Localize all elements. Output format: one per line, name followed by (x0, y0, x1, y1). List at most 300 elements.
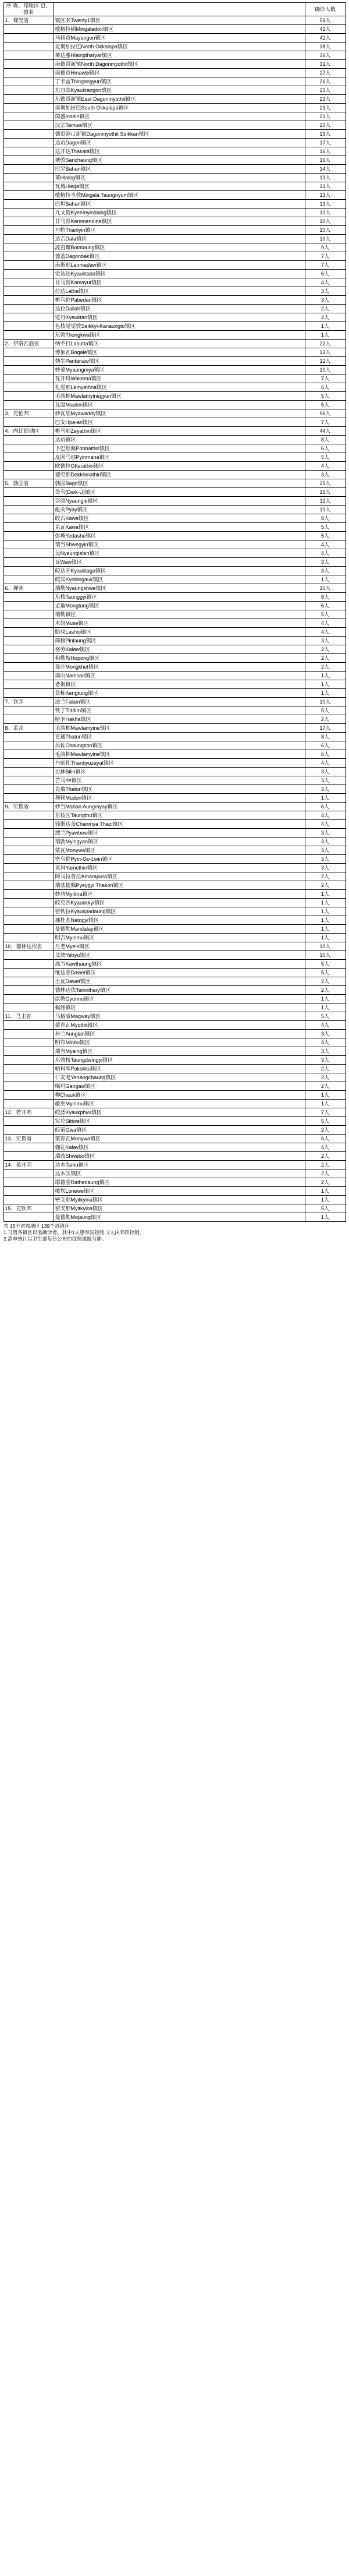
row-category (3, 497, 54, 506)
row-count: 2人 (305, 1178, 346, 1187)
row-township: 哈卡Hakha镇区 (54, 715, 305, 724)
row-township: 敏坎Lonewe镇区 (54, 1187, 305, 1196)
table-row (3, 139, 346, 147)
row-township: 莱达雅Hlaingtharyar镇区 (54, 51, 305, 60)
row-category (3, 960, 54, 969)
row-township: 伽礼Kalay镇区 (54, 1143, 305, 1152)
row-count: 2人 (305, 654, 346, 663)
row-township: 东枝Taunggyi镇区 (54, 593, 305, 602)
row-township: 噶玛Gangaw镇区 (54, 1082, 305, 1091)
row-category (3, 444, 54, 453)
table-row (3, 698, 346, 706)
row-count: 23人 (305, 104, 346, 112)
table-row (3, 340, 346, 348)
row-township: 耶德堂Rathedaung镇区 (54, 1178, 305, 1187)
row-category (3, 174, 54, 182)
row-township: 直通Thaton镇区 (54, 733, 305, 741)
table-row (3, 497, 346, 506)
table-row (3, 811, 346, 820)
row-township: 九文街Kyeemyindaing镇区 (54, 209, 305, 217)
table-row (3, 768, 346, 776)
row-category (3, 977, 54, 986)
row-township: 东敦枝Taungdwingyi镇区 (54, 1056, 305, 1065)
row-category (3, 838, 54, 846)
table-row (3, 1169, 346, 1178)
row-count: 5人 (305, 969, 346, 977)
row-category (3, 1143, 54, 1152)
row-count: 1人 (305, 672, 346, 680)
table-row (3, 1047, 346, 1056)
table-row (3, 174, 346, 182)
row-township: 北奥加拉巴North Okkalapa镇区 (54, 43, 305, 51)
row-category (3, 374, 54, 383)
table-row (3, 1100, 346, 1108)
row-category (3, 1065, 54, 1073)
row-count: 4人 (305, 1021, 346, 1030)
table-row (3, 1108, 346, 1117)
table-row (3, 567, 346, 575)
row-category (3, 540, 54, 549)
table-row (3, 243, 346, 252)
row-category (3, 226, 54, 235)
row-township: 南奥加拉巴South Okkalapa镇区 (54, 104, 305, 112)
row-township: 敏格拉顿Mingaladon镇区 (54, 25, 305, 34)
row-category (3, 846, 54, 855)
row-count: 10人 (305, 942, 346, 951)
row-township: 博加瓦Bogale镇区 (54, 348, 305, 357)
table-row (3, 829, 346, 838)
row-count: 3人 (305, 1038, 346, 1047)
row-category (3, 567, 54, 575)
table-row (3, 130, 346, 139)
row-township: 南德贡新镇North Dagonmyothit镇区 (54, 60, 305, 69)
row-township: 明吉Myinmu镇区 (54, 934, 305, 942)
row-township: 佩雅镇区 (54, 1003, 305, 1012)
row-township: 丹帕Thanlyin镇区 (54, 226, 305, 235)
row-count: 10人 (305, 366, 346, 374)
table-row (3, 16, 346, 25)
row-count: 42人 (305, 34, 346, 43)
table-row (3, 1012, 346, 1021)
table-row (3, 182, 346, 191)
row-category (3, 217, 54, 226)
row-category (3, 628, 54, 637)
table-row (3, 540, 346, 549)
row-count: 1人 (305, 794, 346, 803)
row-category (3, 235, 54, 243)
table-row (3, 25, 346, 34)
row-count: 13人 (305, 182, 346, 191)
table-row (3, 706, 346, 715)
table-row (3, 899, 346, 907)
table-row (3, 977, 346, 986)
row-count: 3人 (305, 855, 346, 864)
row-township: 彪关Pyay镇区 (54, 506, 305, 514)
row-category: 1、仰光省 (3, 16, 54, 25)
row-count: 21人 (305, 112, 346, 121)
row-category: 12、若开邦 (3, 1108, 54, 1117)
row-township: 瓦Waw镇区 (54, 558, 305, 567)
row-township: 密铁拉Kyaukpadaung镇区 (54, 907, 305, 916)
table-row (3, 366, 346, 374)
covid-township-table (3, 2, 346, 1222)
row-count: 10人 (305, 506, 346, 514)
row-count: 7人 (305, 1108, 346, 1117)
row-count: 2人 (305, 872, 346, 881)
table-row (3, 986, 346, 995)
row-count: 3人 (305, 829, 346, 838)
row-category (3, 820, 54, 829)
row-township: 密乌伦Pyin-Oo-Lwin镇区 (54, 855, 305, 864)
row-category: 11、马圭省 (3, 1012, 54, 1021)
row-count: 38人 (305, 43, 346, 51)
row-count: 19人 (305, 130, 346, 139)
row-count: 6人 (305, 383, 346, 392)
table-row (3, 776, 346, 785)
row-township: 彬乌伦Pabedan镇区 (54, 296, 305, 305)
row-count: 5人 (305, 706, 346, 715)
table-row (3, 750, 346, 759)
row-count: 3人 (305, 838, 346, 846)
footnote-line: 共 15个省邦地区 139个县镇区 (3, 1223, 70, 1229)
row-category (3, 95, 54, 104)
row-township: 达贡Dagon镇区 (54, 139, 305, 147)
row-count: 14人 (305, 165, 346, 174)
row-count: 5人 (305, 401, 346, 409)
row-township: 妙唐Myittha镇区 (54, 890, 305, 899)
row-category (3, 1100, 54, 1108)
row-category (3, 1038, 54, 1047)
table-row (3, 200, 346, 209)
row-count: 2人 (305, 715, 346, 724)
table-row (3, 191, 346, 200)
row-count: 42人 (305, 25, 346, 34)
row-township: 皎克西Kyaukkkyi镇区 (54, 899, 305, 907)
row-category (3, 1021, 54, 1030)
row-category (3, 768, 54, 776)
row-township: 土瓦Dawei镇区 (54, 977, 305, 986)
table-row (3, 907, 346, 916)
row-category (3, 43, 54, 51)
row-township: 皎古Kawa镇区 (54, 514, 305, 523)
row-category (3, 1056, 54, 1065)
row-township: 铁丁Tiddim镇区 (54, 706, 305, 715)
row-township: 芒马Ye镇区 (54, 776, 305, 785)
row-township: 敏格拉当敦Mingala Taungnyunt镇区 (54, 191, 305, 200)
row-count: 1人 (305, 899, 346, 907)
row-count: 3人 (305, 768, 346, 776)
row-count: 13人 (305, 174, 346, 182)
table-row (3, 270, 346, 278)
table-row (3, 69, 346, 77)
row-count: 22人 (305, 340, 346, 348)
row-township: 塘敦Sanchaung镇区 (54, 156, 305, 165)
row-count: 3人 (305, 471, 346, 479)
row-count: 12人 (305, 497, 346, 506)
row-category (3, 785, 54, 794)
row-category (3, 907, 54, 916)
row-count: 7人 (305, 418, 346, 427)
row-count: 6人 (305, 444, 346, 453)
row-category (3, 750, 54, 759)
row-township: 东丹茵Kyauktangon镇区 (54, 86, 305, 95)
row-category (3, 296, 54, 305)
table-row (3, 1126, 346, 1135)
row-category (3, 689, 54, 698)
row-count: 7人 (305, 261, 346, 270)
row-township: 勃固Bago镇区 (54, 479, 305, 488)
table-row (3, 584, 346, 593)
row-count: 5人 (305, 1204, 346, 1213)
row-count: 4人 (305, 820, 346, 829)
row-category (3, 741, 54, 750)
table-row (3, 261, 346, 270)
row-category (3, 514, 54, 523)
row-township: 德盖Dagonbak镇区 (54, 252, 305, 261)
table-row (3, 86, 346, 95)
row-township: 曼德勒Mandalay镇区 (54, 925, 305, 934)
row-category (3, 1082, 54, 1091)
row-township: 昂兰Aunglan镇区 (54, 1030, 305, 1038)
row-category (3, 1213, 54, 1222)
row-category (3, 575, 54, 584)
row-count: 4人 (305, 628, 346, 637)
row-count: 6人 (305, 1135, 346, 1143)
row-count: 6人 (305, 270, 346, 278)
row-count: 6人 (305, 741, 346, 750)
table-row (3, 969, 346, 977)
table-row (3, 43, 346, 51)
table-row (3, 1091, 346, 1100)
row-category (3, 1117, 54, 1126)
row-township: 毛淡棉Mawlamyine镇区 (54, 750, 305, 759)
table-row (3, 1021, 346, 1030)
table-row (3, 558, 346, 567)
row-count: 13人 (305, 191, 346, 200)
row-count: 4人 (305, 1143, 346, 1152)
table-row (3, 147, 346, 156)
table-row (3, 637, 346, 645)
row-township: 克瓦Kawa镇区 (54, 523, 305, 532)
row-category (3, 706, 54, 715)
row-count: 8人 (305, 514, 346, 523)
table-row (3, 252, 346, 261)
table-row (3, 1065, 346, 1073)
table-row (3, 436, 346, 444)
footnotes (3, 1223, 346, 1242)
table-row (3, 803, 346, 811)
row-category (3, 934, 54, 942)
table-row (3, 575, 346, 584)
table-row (3, 374, 346, 383)
row-category: 2、伊洛瓦底省 (3, 340, 54, 348)
row-count: 6人 (305, 750, 346, 759)
row-township: 东德贡新镇East Dagonmyothit镇区 (54, 95, 305, 104)
table-row (3, 296, 346, 305)
row-category (3, 1003, 54, 1012)
row-category (3, 121, 54, 130)
row-township: 巴坦Bahan镇区 (54, 200, 305, 209)
table-row (3, 357, 346, 366)
row-township: 亚玛Yamethin镇区 (54, 864, 305, 872)
row-count: 15人 (305, 488, 346, 497)
row-township: 曼庄Mongkhet镇区 (54, 663, 305, 672)
table-row (3, 104, 346, 112)
row-count: 2人 (305, 645, 346, 654)
table-row (3, 462, 346, 471)
table-row (3, 34, 346, 43)
row-count: 2人 (305, 1073, 346, 1082)
table-row (3, 942, 346, 951)
row-category: 3、克伦邦 (3, 409, 54, 418)
row-township: 瑞基德佩Pyeygyi Thakon镇区 (54, 881, 305, 890)
row-category (3, 995, 54, 1003)
row-category (3, 602, 54, 610)
row-category (3, 1169, 54, 1178)
row-count: 2人 (305, 313, 346, 322)
table-row (3, 838, 346, 846)
row-count: 3人 (305, 637, 346, 645)
row-category: 7、钦邦 (3, 698, 54, 706)
row-count: 10人 (305, 698, 346, 706)
table-row (3, 418, 346, 427)
row-township: 汉宗Tamwe镇区 (54, 121, 305, 130)
table-row (3, 95, 346, 104)
row-township: 彭坡Yedashe镇区 (54, 532, 305, 540)
row-township: 老街镇区 (54, 680, 305, 689)
row-count: 3人 (305, 785, 346, 794)
row-category (3, 776, 54, 785)
table-row (3, 1056, 346, 1065)
table-row (3, 217, 346, 226)
row-category (3, 383, 54, 392)
row-category (3, 191, 54, 200)
row-count: 7人 (305, 252, 346, 261)
table-row (3, 112, 346, 121)
table-row (3, 1152, 346, 1161)
row-township: 甘马育Kemmendine镇区 (54, 217, 305, 226)
header-count: 确诊人数 (305, 3, 346, 16)
row-category (3, 200, 54, 209)
row-category (3, 156, 54, 165)
row-township: 达贡镇区 (54, 436, 305, 444)
row-category (3, 34, 54, 43)
row-count: 3人 (305, 567, 346, 575)
row-township: 妙蒙Myaungmya镇区 (54, 366, 305, 374)
row-township: 莱Hlaing镇区 (54, 174, 305, 182)
row-township: 达开达Thakata镇区 (54, 147, 305, 156)
table-row (3, 401, 346, 409)
table-row (3, 427, 346, 436)
row-township: 岱乌(Daik-U)镇区 (54, 488, 305, 497)
table-row (3, 890, 346, 899)
row-count: 7人 (305, 374, 346, 383)
table-row (3, 383, 346, 392)
table-row (3, 645, 346, 654)
table-row (3, 235, 346, 243)
row-count: 3人 (305, 776, 346, 785)
row-category (3, 1196, 54, 1204)
row-category (3, 418, 54, 427)
table-header (3, 3, 346, 16)
row-count: 1人 (305, 1187, 346, 1196)
row-category (3, 1126, 54, 1135)
row-category (3, 925, 54, 934)
table-row (3, 960, 346, 969)
row-township: 德贡港口新镇Dagonmyothit Seikkan镇区 (54, 130, 305, 139)
table-row (3, 226, 346, 235)
row-category (3, 593, 54, 602)
row-township: 巴安Hpa-an镇区 (54, 418, 305, 427)
row-count: 3人 (305, 1056, 346, 1065)
row-category (3, 986, 54, 995)
row-count: 25人 (305, 479, 346, 488)
row-count: 13人 (305, 348, 346, 357)
row-township: 吴Nyaunglebin镇区 (54, 549, 305, 558)
row-township: 皎道Gwa镇区 (54, 1126, 305, 1135)
row-category (3, 453, 54, 462)
table-row (3, 156, 346, 165)
table-row (3, 51, 346, 60)
row-township: 欧德拉Ottarathiri镇区 (54, 462, 305, 471)
table-row (3, 305, 346, 313)
row-township: 腊戍Lashio镇区 (54, 628, 305, 637)
row-category: 10、德林达依省 (3, 942, 54, 951)
row-count: 1人 (305, 689, 346, 698)
row-count: 3人 (305, 864, 346, 872)
row-count: 5人 (305, 1012, 346, 1021)
row-township: 仁安羌Yenangchaung镇区 (54, 1073, 305, 1082)
row-township: 比林Bilin镇区 (54, 768, 305, 776)
row-count: 1人 (305, 890, 346, 899)
row-count: 8人 (305, 436, 346, 444)
row-category (3, 313, 54, 322)
table-row (3, 488, 346, 497)
row-category (3, 305, 54, 313)
row-township: 维达亚Dawei镇区 (54, 969, 305, 977)
row-category (3, 51, 54, 60)
row-count: 5人 (305, 610, 346, 619)
row-township: 马扬贡Mayangon镇区 (54, 34, 305, 43)
table-row (3, 313, 346, 322)
row-count: 3人 (305, 1030, 346, 1038)
row-count: 10人 (305, 235, 346, 243)
row-township: 妙瓦底Myawaddy镇区 (54, 409, 305, 418)
row-count: 36人 (305, 51, 346, 60)
row-count: 2人 (305, 977, 346, 986)
row-count: 17人 (305, 724, 346, 733)
row-count: 1人 (305, 331, 346, 340)
row-count: 1人 (305, 575, 346, 584)
row-township: 毛淡棉Mawlamyinegyun镇区 (54, 392, 305, 401)
row-township: 蒙瓦Monywa镇区 (54, 846, 305, 855)
row-count: 5人 (305, 960, 346, 969)
row-count: 59人 (305, 16, 346, 25)
table-row (3, 165, 346, 174)
row-township: 景栋Kengtung镇区 (54, 689, 305, 698)
row-township: 康教Gyunnu镇区 (54, 995, 305, 1003)
row-count: 13人 (305, 200, 346, 209)
row-category (3, 270, 54, 278)
row-township: 奈康Nyaungle镇区 (54, 497, 305, 506)
row-township: 茵榜Pinlaung镇区 (54, 637, 305, 645)
row-count: 3人 (305, 1047, 346, 1056)
row-township: 勃生Pantanaw镇区 (54, 357, 305, 366)
row-township: 艾澳Yebyu镇区 (54, 951, 305, 960)
row-township: 昌佐Chaungzon镇区 (54, 741, 305, 750)
row-category (3, 278, 54, 287)
row-category (3, 243, 54, 252)
